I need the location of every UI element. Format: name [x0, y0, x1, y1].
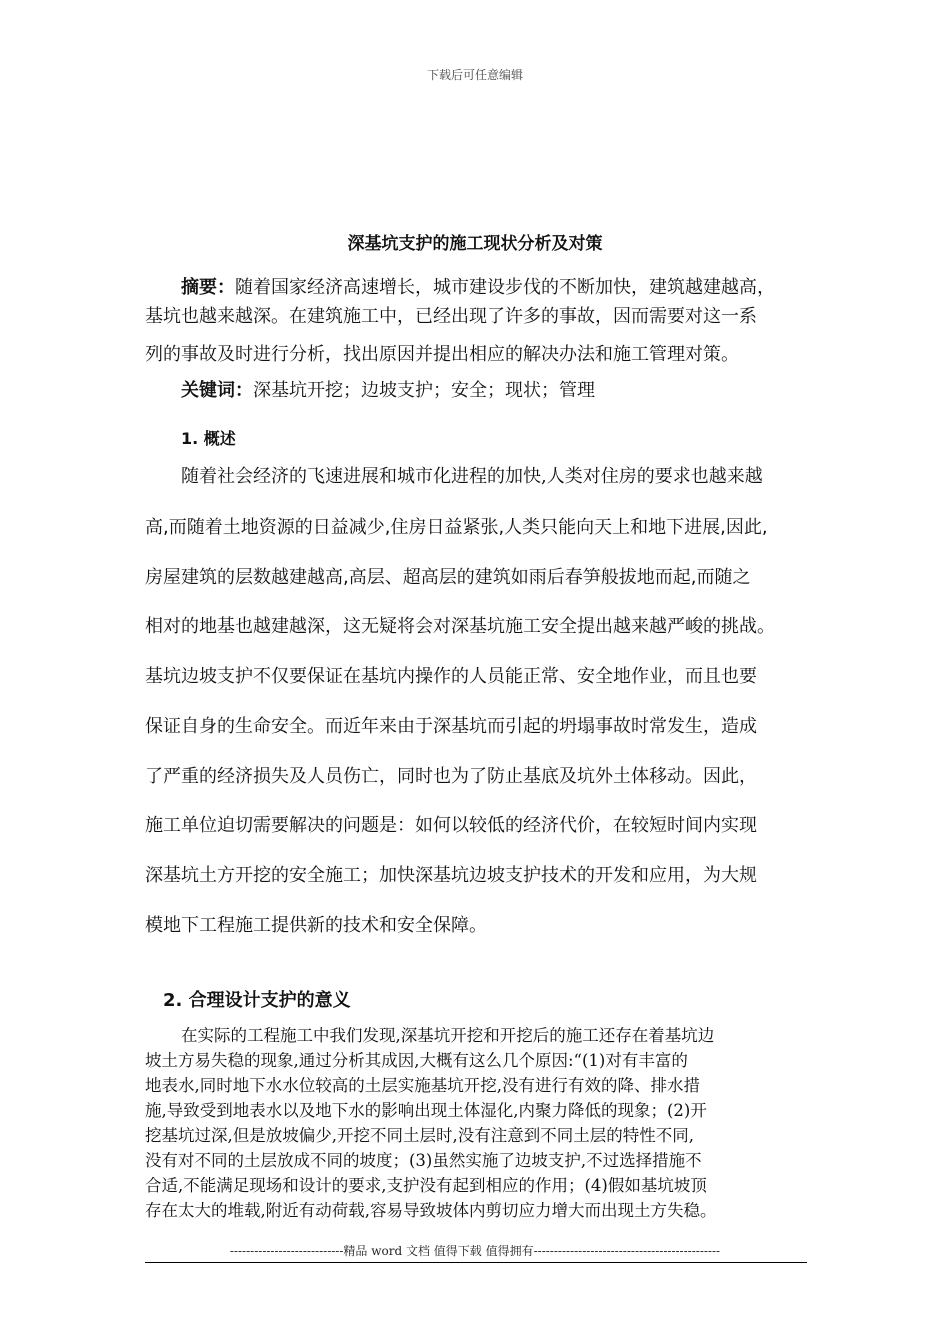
section1-line-8b: 迫切需要解决的问题是：如何以较低的经济代价，在较短时间内实现 [217, 815, 757, 836]
section1-line-1 [181, 462, 763, 488]
abstract-line-2: 基坑也越来越深。在建筑施工中，已经出现了许多的事故，因而需要对这一系 [145, 306, 757, 327]
abstract-line-3: 列的事故及时进行分析，找出原因并提出相应的解决办法和施工管理对策。 [145, 344, 739, 365]
section2-heading: 2. 合理设计支护的意义 [163, 990, 351, 1011]
abstract-label: 摘要： [181, 277, 235, 298]
section2-line: 没有对不同的土层放成不同的坡度；(3)虽然实施了边坡支护,不过选择措施不 [145, 1151, 702, 1170]
keywords-text: 深基坑开挖；边坡支护；安全；现状；管理 [253, 380, 595, 401]
abstract-text-1: 随着国家经济高速增长，城市建设步伐的不断加快，建筑越建越高， [235, 277, 775, 298]
keywords-line [181, 376, 595, 402]
section1-line-5a: 基坑边坡支护不仅要保证在基坑内操作的人员能正常、安全地作业， [145, 666, 685, 687]
section2-line: 存在太大的堆载,附近有动荷载,容易导致坡体内剪切应力增大而出现土方失稳。 [145, 1201, 717, 1220]
section1-line-1a: 随着社会经济的飞速进展和城市化进程的加快, [181, 466, 547, 487]
section1-line-4 [145, 612, 775, 638]
page-header-note: 下载后可任意编辑 [426, 68, 523, 82]
section1-line-5b: 而且也要 [685, 666, 757, 687]
section1-line-2: 高,而随着土地资源的日益减少,住房日益紧张,人类只能向天上和地下进展,因此, [145, 517, 768, 538]
section1-line-6 [145, 712, 757, 738]
section1-line-4b: 无疑将会对深基坑施工安全提出越来越严峻的挑战。 [361, 616, 775, 637]
section1-line-9: 深基坑土方开挖的安全施工；加快深基坑边坡支护技术的开发和应用，为大规 [145, 865, 757, 886]
section1-line-8a: 施工单位 [145, 815, 217, 836]
section1-line-4a: 相对的地基也越建越深，这 [145, 616, 361, 637]
section2-line: 地表水,同时地下水水位较高的土层实施基坑开挖,没有进行有效的降、排水措 [145, 1076, 700, 1095]
keywords-label: 关键词： [181, 380, 253, 401]
section1-line-10: 模地下工程施工提供新的技术和安全保障。 [145, 915, 487, 936]
abstract-line-1 [181, 273, 775, 299]
section1-line-7: 了严重的经济损失及人员伤亡，同时也为了防止基底及坑外土体移动。因此， [145, 766, 757, 787]
section1-line-1b: 人类对住房的要求也越来越 [546, 466, 763, 487]
section1-line-3: 房屋建筑的层数越建越高,高层、超高层的建筑如雨后春笋般拔地而起,而随之 [145, 567, 751, 588]
page-footer-text: ----------------------------精品 word 文档 值得下载 值得拥有---------------------------------------------- [229, 1244, 721, 1258]
section2-line: 合适,不能满足现场和设计的要求,支护没有起到相应的作用；(4)假如基坑坡顶 [145, 1176, 707, 1195]
section2-line: 坡土方易失稳的现象,通过分析其成因,大概有这么几个原因:“(1)对有丰富的 [145, 1051, 688, 1070]
section1-line-8 [145, 811, 757, 837]
section1-line-6b: 而近年来由于深基坑而引起的坍塌事故时常发生，造成 [325, 716, 757, 737]
section2-line: 挖基坑过深,但是放坡偏少,开挖不同土层时,没有注意到不同土层的特性不同, [145, 1126, 694, 1145]
section2-line: 在实际的工程施工中我们发现,深基坑开挖和开挖后的施工还存在着基坑边 [181, 1026, 715, 1045]
document-title: 深基坑支护的施工现状分析及对策 [347, 234, 603, 254]
footer-divider [145, 1262, 807, 1263]
section1-line-5 [145, 662, 757, 688]
section2-line: 施,导致受到地表水以及地下水的影响出现土体湿化,内聚力降低的现象；(2)开 [145, 1101, 707, 1120]
section1-heading: 1. 概述 [181, 429, 236, 448]
section1-line-6a: 保证自身的生命安全。 [145, 716, 325, 737]
